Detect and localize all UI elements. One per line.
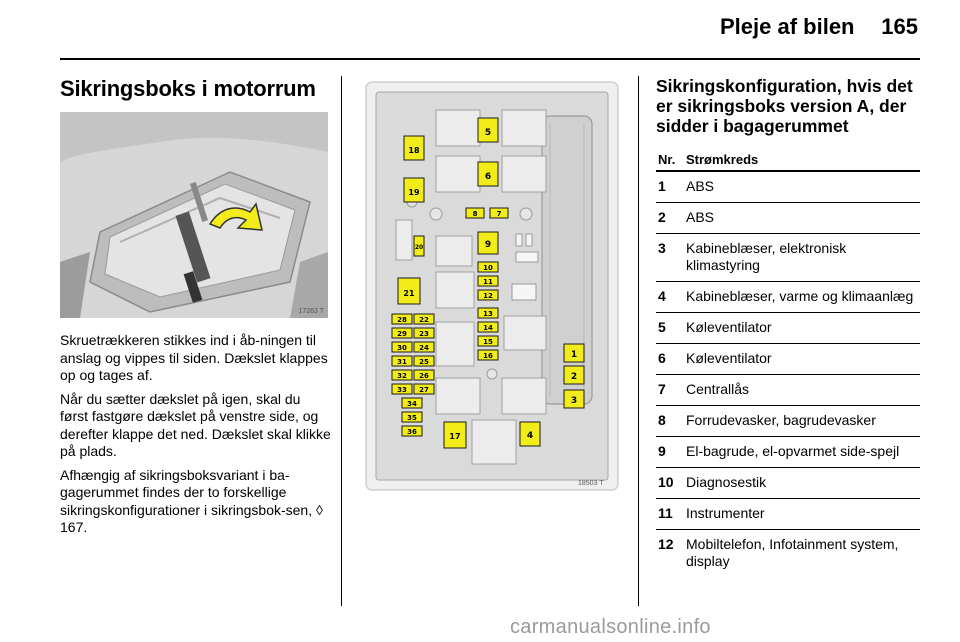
engine-fusebox-photo — [60, 112, 328, 318]
row-number: 8 — [658, 412, 666, 428]
fuse-7 — [490, 208, 508, 218]
fuse-2 — [564, 366, 584, 384]
svg-text:26: 26 — [419, 372, 429, 380]
fuse-11 — [478, 276, 498, 286]
instruction-text — [60, 332, 332, 543]
row-circuit: Kabineblæser, elektronisk klimastyring — [686, 240, 847, 273]
fuse-5 — [478, 118, 498, 142]
row-number: 12 — [658, 536, 674, 552]
fuse-36 — [402, 426, 422, 436]
svg-text:15: 15 — [483, 338, 493, 346]
svg-text:35: 35 — [407, 414, 417, 422]
svg-text:21: 21 — [403, 289, 415, 298]
svg-text:12: 12 — [483, 292, 493, 300]
fuse-27 — [414, 384, 434, 394]
fuse-3 — [564, 390, 584, 408]
svg-text:24: 24 — [419, 344, 429, 352]
column-divider-left — [341, 76, 342, 606]
svg-text:7: 7 — [496, 210, 502, 218]
fuse-15 — [478, 336, 498, 346]
row-circuit: El-bagrude, el-opvarmet side-spejl — [686, 443, 900, 459]
fuse-16 — [478, 350, 498, 360]
row-circuit: Mobiltelefon, Infotainment system, display — [686, 536, 899, 569]
row-circuit: Køleventilator — [686, 350, 772, 366]
svg-text:3: 3 — [570, 396, 578, 406]
table-header — [656, 150, 920, 172]
fuse-20 — [414, 236, 424, 256]
svg-text:17: 17 — [449, 432, 461, 441]
fuse-1 — [564, 344, 584, 362]
fuse-13 — [478, 308, 498, 318]
svg-text:20: 20 — [414, 244, 424, 251]
svg-text:23: 23 — [419, 330, 429, 338]
table-row — [656, 499, 920, 530]
row-number: 3 — [658, 240, 666, 256]
photo-code: 17263 T — [298, 308, 324, 315]
fuse-22 — [414, 314, 434, 324]
diagram-code: 18503 T — [578, 480, 604, 487]
table-row — [656, 203, 920, 234]
fuse-17 — [444, 422, 466, 448]
row-number: 4 — [658, 288, 666, 304]
table-row — [656, 313, 920, 344]
fuse-34 — [402, 398, 422, 408]
svg-text:1: 1 — [570, 350, 578, 360]
table-row — [656, 234, 920, 282]
svg-text:28: 28 — [397, 316, 407, 324]
row-circuit: Diagnosestik — [686, 474, 767, 490]
table-row — [656, 282, 920, 313]
column-circuit-header: Strømkreds — [686, 152, 759, 167]
paragraph-3: Afhængig af sikringsboksvariant i ba-gagerummet findes der to forskellige sikringskonfigurationer i sikringsbok-sen, ◊ 167. — [60, 466, 323, 535]
fuse-29 — [392, 328, 412, 338]
svg-text:30: 30 — [397, 344, 407, 352]
row-circuit: Instrumenter — [686, 505, 765, 521]
table-row — [656, 406, 920, 437]
svg-text:8: 8 — [472, 210, 478, 218]
fuse-9 — [478, 232, 498, 254]
fuse-35 — [402, 412, 422, 422]
header-rule — [60, 58, 920, 60]
fuse-30 — [392, 342, 412, 352]
table-row — [656, 375, 920, 406]
svg-text:14: 14 — [483, 324, 493, 332]
fuse-table — [656, 172, 920, 577]
row-number: 11 — [658, 505, 673, 521]
row-number: 5 — [658, 319, 666, 335]
row-circuit: ABS — [686, 209, 715, 225]
svg-text:4: 4 — [526, 431, 534, 441]
row-circuit: Køleventilator — [686, 319, 772, 335]
section-title: Pleje af bilen — [720, 14, 855, 39]
screwdriver-illustration — [60, 112, 328, 318]
svg-text:13: 13 — [483, 310, 493, 318]
svg-text:31: 31 — [397, 358, 407, 366]
fuse-10 — [478, 262, 498, 272]
svg-text:34: 34 — [407, 400, 417, 408]
table-row — [656, 530, 920, 577]
fuse-6 — [478, 162, 498, 186]
fuse-26 — [414, 370, 434, 380]
column-nr-header: Nr. — [658, 152, 676, 167]
row-number: 10 — [658, 474, 674, 490]
paragraph-1: Skruetrækkeren stikkes ind i åb-ningen til anslag og vippes til siden. Dækslet klappes op og tages af. — [60, 332, 328, 383]
watermark: carmanualsonline.info — [510, 616, 711, 638]
row-circuit: Kabineblæser, varme og klimaanlæg — [686, 288, 914, 304]
row-number: 9 — [658, 443, 666, 459]
svg-text:16: 16 — [483, 352, 493, 360]
row-circuit: ABS — [686, 178, 715, 194]
fuse-8 — [466, 208, 484, 218]
table-heading: Sikringskonfiguration, hvis det er sikringsboks version A, der sidder i bagagerummet — [656, 76, 913, 136]
svg-text:10: 10 — [483, 264, 493, 272]
svg-text:6: 6 — [484, 172, 492, 182]
row-number: 1 — [658, 178, 666, 194]
row-circuit: Forrudevasker, bagrudevasker — [686, 412, 876, 428]
table-row — [656, 437, 920, 468]
fuse-31 — [392, 356, 412, 366]
row-number: 6 — [658, 350, 666, 366]
row-circuit: Centrallås — [686, 381, 750, 397]
svg-text:27: 27 — [419, 386, 429, 394]
fuse-23 — [414, 328, 434, 338]
svg-text:25: 25 — [419, 358, 429, 366]
fuse-25 — [414, 356, 434, 366]
paragraph-2: Når du sætter dækslet på igen, skal du først fastgøre dækslet på venstre side, og derefter klappe det ned. Dækslet skal klikke på plads. — [60, 390, 331, 459]
row-number: 7 — [658, 381, 666, 397]
table-row — [656, 468, 920, 499]
fuse-14 — [478, 322, 498, 332]
row-number: 2 — [658, 209, 666, 225]
fuse-21 — [398, 278, 420, 304]
fuse-33 — [392, 384, 412, 394]
svg-text:32: 32 — [397, 372, 407, 380]
svg-text:33: 33 — [397, 386, 407, 394]
fuse-32 — [392, 370, 412, 380]
svg-text:36: 36 — [407, 428, 417, 436]
svg-text:9: 9 — [484, 240, 492, 250]
table-row — [656, 344, 920, 375]
svg-text:5: 5 — [484, 128, 492, 138]
fuse-box-diagram — [360, 80, 624, 492]
fuse-4 — [520, 422, 540, 446]
column-divider-right — [638, 76, 639, 606]
page-number: 165 — [881, 14, 918, 39]
fuse-12 — [478, 290, 498, 300]
fuse-24 — [414, 342, 434, 352]
svg-text:11: 11 — [483, 278, 493, 286]
table-row — [656, 172, 920, 203]
fuse-28 — [392, 314, 412, 324]
svg-text:2: 2 — [570, 372, 578, 382]
page-title: Sikringsboks i motorrum — [60, 76, 316, 101]
svg-text:22: 22 — [419, 316, 429, 324]
svg-text:18: 18 — [408, 146, 420, 155]
svg-text:19: 19 — [408, 188, 420, 197]
svg-text:29: 29 — [397, 330, 407, 338]
fuse-18 — [404, 136, 424, 160]
fuse-19 — [404, 178, 424, 202]
